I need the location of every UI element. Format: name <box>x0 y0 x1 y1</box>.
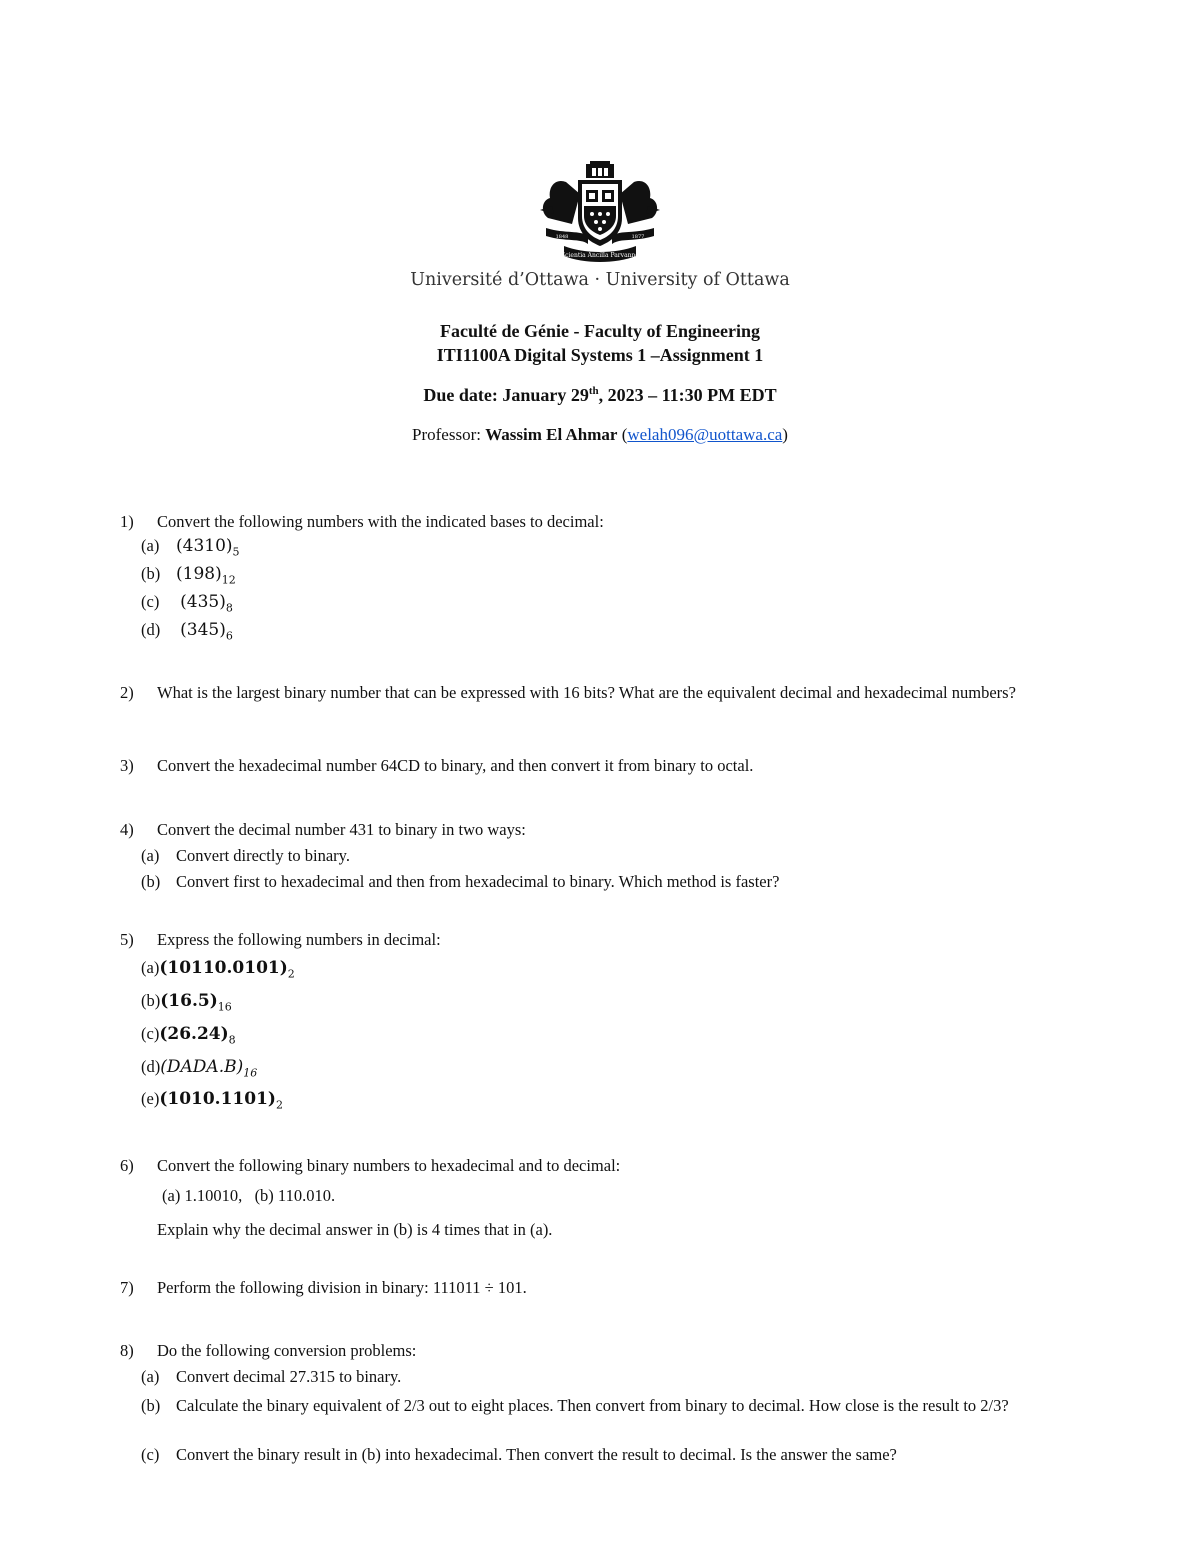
question-3: 3) Convert the hexadecimal number 64CD to binary, and then convert it from binary to octal. <box>120 756 754 775</box>
q4-item-a: (a) Convert directly to binary. <box>141 846 350 865</box>
q6-explain: Explain why the decimal answer in (b) is 4 times that in (a). <box>157 1220 553 1239</box>
question-1: 1) Convert the following numbers with the indicated bases to decimal: <box>120 512 604 531</box>
q5-item-a: $(a)(10110.0101)_2$ <box>141 958 295 981</box>
svg-text:1848: 1848 <box>555 234 569 240</box>
professor-email-link[interactable]: welah096@uottawa.ca <box>627 425 783 444</box>
professor-line: Professor: Wassim El Ahmar (welah096@uottawa.ca) <box>412 425 788 444</box>
university-name: Université d’Ottawa · University of Ottawa <box>410 270 790 290</box>
q1-item-c: (c) $(435)_8$ <box>141 592 233 615</box>
q1-item-b: (b) $(198)_{12}$ <box>141 564 236 587</box>
question-4: 4) Convert the decimal number 431 to binary in two ways: <box>120 820 526 839</box>
faculty-title: Faculté de Génie - Faculty of Engineering <box>440 321 760 341</box>
question-7: 7) Perform the following division in binary: 111011 ÷ 101. <box>120 1278 527 1297</box>
q1-item-a: (a) $(4310)_5$ <box>141 536 240 559</box>
due-date: Due date: January 29th, 2023 – 11:30 PM EDT <box>423 385 777 405</box>
university-crest <box>536 160 664 264</box>
q1-item-d: (d) $(345)_6$ <box>141 620 233 643</box>
q4-item-b: (b) Convert first to hexadecimal and then from hexadecimal to binary. Which method is faster? <box>141 872 780 891</box>
q5-item-b: $(b)(16.5)_{16}$ <box>141 991 232 1014</box>
q5-item-c: $(c)(26.24)_8$ <box>141 1024 236 1047</box>
svg-text:1877: 1877 <box>631 234 645 240</box>
q8-item-c: (c) Convert the binary result in (b) into hexadecimal. Then convert the result to decimal. Is the answer the same? <box>141 1445 897 1464</box>
question-5: 5) Express the following numbers in decimal: <box>120 930 441 949</box>
q8-item-b: (b) Calculate the binary equivalent of 2/3 out to eight places. Then convert from binary to decimal. How close is the result to 2/3? <box>141 1396 1009 1415</box>
svg-text:Scientia Ancilla Parvanne: Scientia Ancilla Parvanne <box>561 252 639 259</box>
professor-name: Wassim El Ahmar <box>485 425 618 444</box>
q5-item-d: $(d)(DADA.B)_{16}$ <box>141 1057 258 1080</box>
question-2: 2) What is the largest binary number that can be expressed with 16 bits? What are the equivalent decimal and hexadecimal numbers? <box>120 683 1016 702</box>
question-8: 8) Do the following conversion problems: <box>120 1341 417 1360</box>
course-title: ITI1100A Digital Systems 1 –Assignment 1 <box>436 345 764 365</box>
question-6: 6) Convert the following binary numbers to hexadecimal and to decimal: <box>120 1156 621 1175</box>
q6-items: (a) 1.10010, (b) 110.010. <box>162 1186 336 1205</box>
q8-item-a: (a) Convert decimal 27.315 to binary. <box>141 1367 402 1386</box>
q5-item-e: $(e)(1010.1101)_2$ <box>141 1089 283 1112</box>
